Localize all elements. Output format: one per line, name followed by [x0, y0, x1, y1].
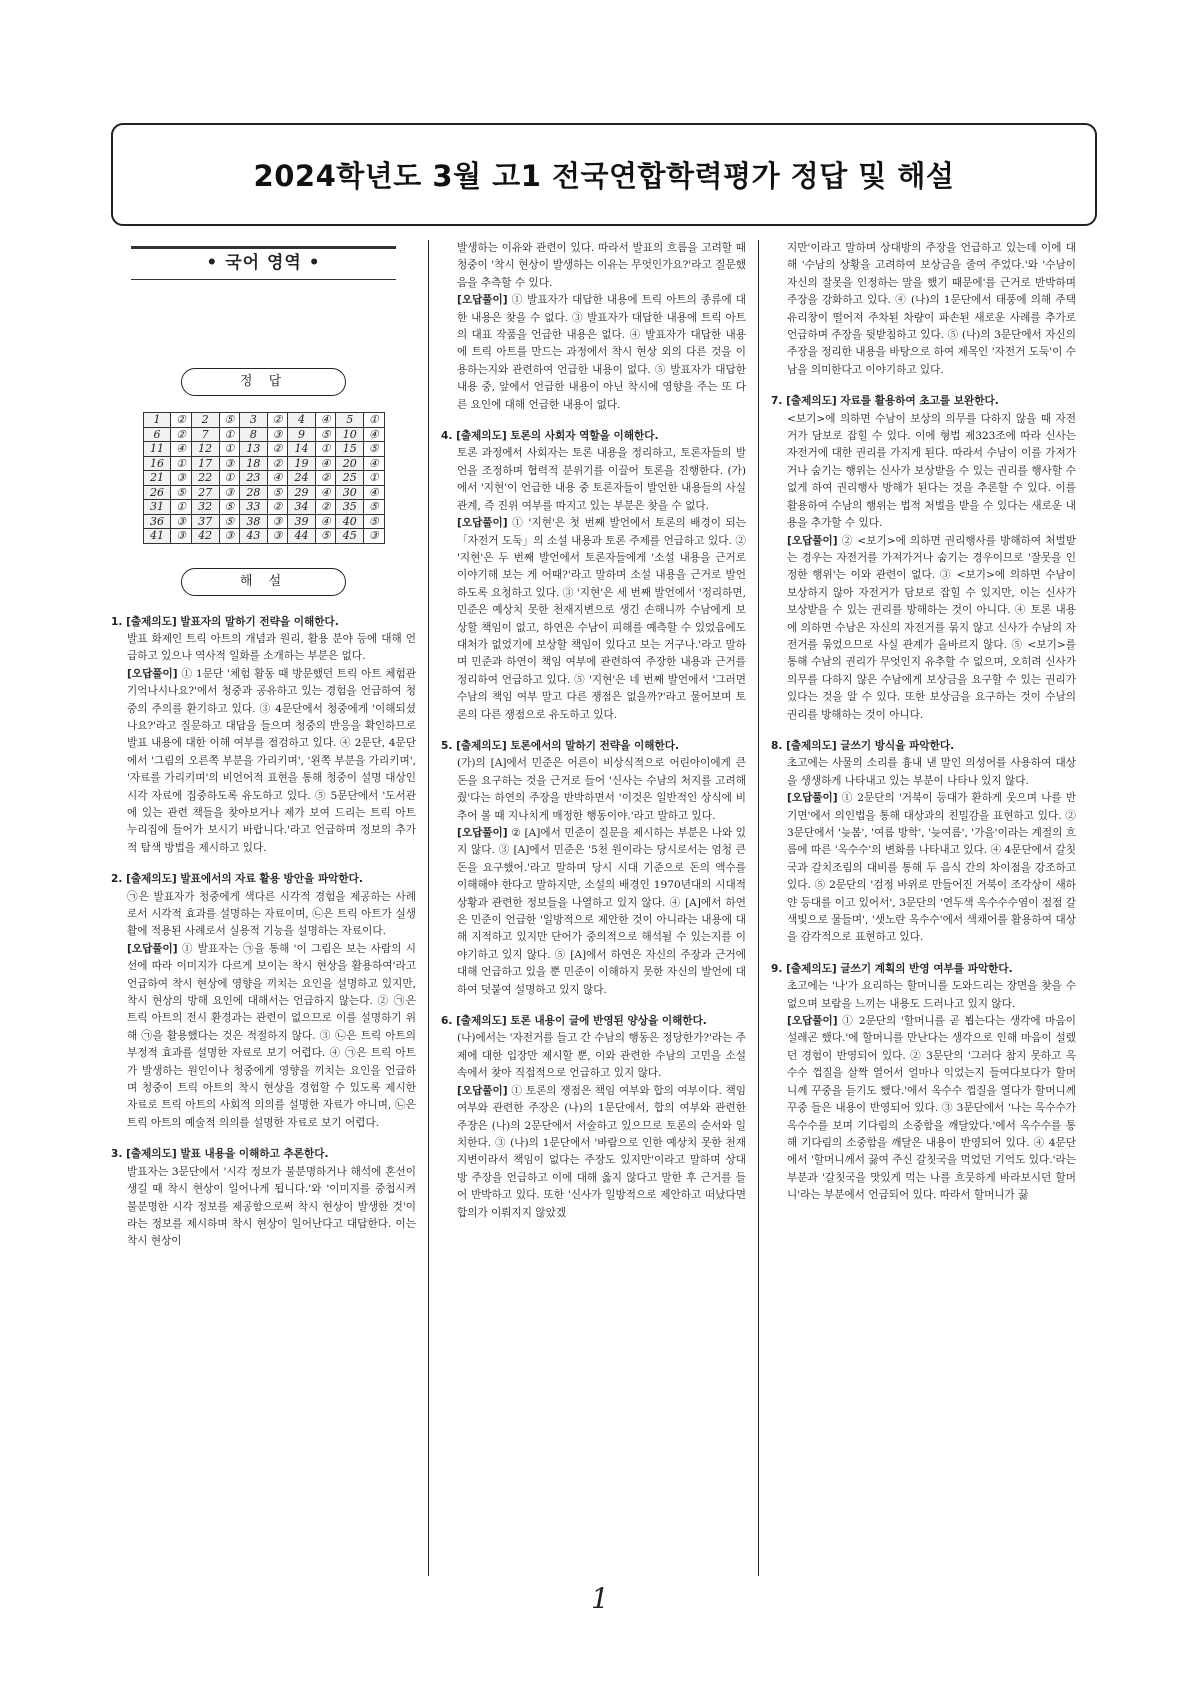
explanation-item: [441, 1013, 746, 1222]
question-heading: 5. [출제의도] 토론에서의 말하기 전략을 이해한다.: [441, 739, 679, 752]
question-heading: 2. [출제의도] 발표에서의 자료 활용 방안을 파악한다.: [111, 873, 363, 886]
explanation-body: 토론 과정에서 사회자는 토론 내용을 정리하고, 토론자들의 발언을 조정하며 협력적 분위기를 이끌어 토론을 진행한다. (가)에서 '지현'이 언급한 내용 중 토론자들이 발언한 내용들의 사실 관계, 즉 진위 여부를 따지고 있는 부분은 찾을 수 없다.: [457, 447, 746, 512]
answer-choice: ③: [364, 529, 384, 544]
answer-choice: ①: [219, 471, 239, 486]
explanation-body: (나)에서는 '자전거를 들고 간 수남의 행동은 정당한가?'라는 주제에 대한 입장만 제시할 뿐, 이와 관련한 수남의 고민을 소설 속에서 찾아 직접적으로 언급하고 있지 않다.: [457, 1032, 746, 1080]
answer-row: [143, 427, 384, 442]
question-number: 36: [143, 514, 171, 529]
wrong-answer-tag: [오답풀이]: [457, 517, 508, 530]
answer-row: [143, 413, 384, 428]
answer-choice: ①: [219, 442, 239, 457]
question-number: 7: [191, 427, 219, 442]
question-number: 42: [191, 529, 219, 544]
question-heading: 8. [출제의도] 글쓰기 방식을 파악한다.: [771, 739, 955, 752]
wrong-answer-text: [111, 941, 416, 1132]
page-number: 1: [591, 1582, 609, 1615]
question-number: 17: [191, 456, 219, 471]
explanation-text: [441, 445, 746, 515]
wrong-answer-tag: [오답풀이]: [457, 294, 508, 307]
wrong-answer-body: ② [A]에서 민준이 질문을 제시하는 부분은 나와 있지 않다. ③ [A]에서 민준은 '5천 원이라는 당시로서는 엄청 큰돈을 요구했어.'라고 말하며 당시 시대 기준으로 돈의 액수를 이해해야 한다고 말하지만, 소설의 배경인 1970년대의 시대적 상황과 관련한 정보들을 나열하고 있지 않다. ④ [A]에서 하연은 민준이 언급한 '일방적으로 제안한 것이 아니라는 내용에 대해 지적하고 있지만 단어가 중의적으로 해석될 수 있는지를 이야기하고 있지 않다. ⑤ [A]에서 하연은 자신의 주장과 근거에 대해 언급하고 있을 뿐 민준이 이해하지 못한 자신의 발언에 대하여 덧붙여 설명하고 있지 않다.: [457, 827, 746, 996]
explanation-item: [111, 1146, 416, 1250]
answer-choice: ②: [171, 413, 191, 428]
question-number: 24: [288, 471, 316, 486]
answer-choice: ⑤: [219, 500, 239, 515]
explanation-text: [771, 978, 1076, 1013]
question-number: 9: [288, 427, 316, 442]
question-number: 4: [288, 413, 316, 428]
question-number: 20: [336, 456, 364, 471]
column-1: [111, 240, 416, 1251]
question-number: 30: [336, 485, 364, 500]
answer-row: [143, 529, 384, 544]
wrong-answer-text: [441, 825, 746, 999]
explanation-body: 발표 화제인 트릭 아트의 개념과 원리, 활용 분야 등에 대해 언급하고 있으나 역사적 일화를 소개하는 부분은 없다.: [127, 632, 416, 663]
explanation-item: [771, 738, 1076, 947]
answer-choice: ②: [316, 500, 336, 515]
question-number: 10: [336, 427, 364, 442]
wrong-answer-tag: [오답풀이]: [787, 1015, 838, 1028]
wrong-answer-body: ① 2문단의 '할머니를 곧 뵙는다는 생각에 마음이 설레곤 했다.'에 할머니를 만난다는 생각으로 인해 마음이 설렜던 경험이 반영되어 있다. ② 3문단의 '그러다 참지 못하고 옥수수 껍질을 살짝 열어서 얼마나 익었는지 들여다보다가 할머니께 꾸중을 듣기도 했다.'에서 옥수수 껍질을 열다가 할머니께 꾸중 들은 내용이 반영되어 있다. ③ 3문단에서 '나는 옥수수가 옥수수를 보며 기다림의 소중함을 깨달았다.'에서 옥수수를 통해 기다림의 소중함을 깨달은 내용이 반영되어 있다. ④ 4문단에서 '할머니께서 끓여 주신 갈칫국을 먹었던 기억도 있다.'라는 부분과 '갈칫국을 맛있게 먹는 나를 흐뭇하게 바라보시던 할머니'라는 부분에서 언급되어 있다. 따라서 할머니가 끓: [787, 1015, 1076, 1202]
question-number: 29: [288, 485, 316, 500]
wrong-answer-body: ② <보기>에 의하면 권리행사를 방해하여 처벌받는 경우는 자전거를 가져가거나 숨기는 경우이므로 '잘못을 인정한 행위'는 이와 관련이 없다. ③ <보기>에 의하면 수남이 보상하지 않아 자전거가 담보로 잡힐 수 있지만, 이는 신사가 보상받을 수 있는 권리를 방해하는 것이 아니다. ④ 토론 내용에 의하면 수남은 자신의 자전거를 묶지 않고 신사가 수남의 자전거를 묶었으므로 사실 관계가 올바르지 않다. ⑤ <보기>를 통해 수남의 권리가 무엇인지 유추할 수 없으며, 오히려 신사가 의무를 다하지 않은 수남에게 보상금을 요구할 수 있는 권리가 있다는 것을 알 수 있다. 또한 보상금을 요구하는 것이 수남의 권리를 방해하는 것이 아니다.: [787, 534, 1076, 721]
answer-choice: ①: [364, 413, 384, 428]
explanation-text: [111, 1164, 416, 1251]
answer-choice: ②: [171, 427, 191, 442]
answer-row: [143, 456, 384, 471]
explanation-item: [111, 871, 416, 1132]
answer-choice: ⑤: [364, 514, 384, 529]
answer-choice: ①: [219, 427, 239, 442]
wrong-answer-text: [771, 533, 1076, 724]
question-number: 41: [143, 529, 171, 544]
explanation-item: [111, 614, 416, 858]
question-number: 3: [239, 413, 267, 428]
answer-choice: ⑤: [316, 529, 336, 544]
answer-row: [143, 485, 384, 500]
wrong-answer-text: [771, 790, 1076, 947]
question-number: 38: [239, 514, 267, 529]
answer-choice: ②: [267, 442, 287, 457]
answer-choice: ③: [267, 514, 287, 529]
question-number: 43: [239, 529, 267, 544]
explanation-body: 지만'이라고 말하며 상대방의 주장을 언급하고 있는데 이에 대해 '수남의 상황을 고려하여 보상금을 줄여 주었다.'와 '수남이 자신의 잘못을 인정하는 말을 했기 때문에'를 근거로 반박하며 주장을 강화하고 있다. ④ (나)의 1문단에서 태풍에 의해 주택 유리창이 떨어져 주차된 차량이 파손된 새로운 사례를 추가로 언급하며 주장을 뒷받침하고 있다. ⑤ (나)의 3문단에서 자신의 주장을 정리한 내용을 바탕으로 하여 제목인 '자전거 도둑'이 수남을 의미한다고 이야기하고 있다.: [787, 242, 1076, 376]
question-heading: 9. [출제의도] 글쓰기 계획의 반영 여부를 파악한다.: [771, 962, 1013, 975]
column-3: [771, 240, 1076, 1205]
question-number: 27: [191, 485, 219, 500]
question-number: 18: [239, 456, 267, 471]
answer-choice: ③: [267, 529, 287, 544]
answer-row: [143, 442, 384, 457]
column-3-body: [771, 240, 1076, 1205]
answer-choice: ④: [267, 471, 287, 486]
wrong-answer-tag: [오답풀이]: [457, 1084, 508, 1097]
answer-row: [143, 471, 384, 486]
answer-choice: ④: [171, 442, 191, 457]
answer-choice: ②: [267, 413, 287, 428]
answer-choice: ②: [267, 500, 287, 515]
question-number: 2: [191, 413, 219, 428]
title-box: [111, 123, 1097, 226]
answer-choice: ④: [364, 485, 384, 500]
wrong-answer-text: [441, 515, 746, 724]
answer-choice: ⑤: [316, 427, 336, 442]
question-heading: 4. [출제의도] 토론의 사회자 역할을 이해한다.: [441, 430, 659, 443]
question-number: 35: [336, 500, 364, 515]
answer-table: [143, 412, 385, 544]
answer-choice: ②: [267, 456, 287, 471]
question-heading: 1. [출제의도] 발표자의 말하기 전략을 이해한다.: [111, 615, 339, 628]
answer-choice: ①: [364, 471, 384, 486]
question-number: 37: [191, 514, 219, 529]
answer-choice: ①: [171, 456, 191, 471]
question-number: 22: [191, 471, 219, 486]
wrong-answer-tag: [오답풀이]: [127, 667, 178, 680]
explanation-text: [111, 889, 416, 941]
answer-choice: ⑤: [219, 413, 239, 428]
explanation-body: 발표자는 3문단에서 '시각 정보가 불분명하거나 해석에 혼선이 생길 때 착시 현상이 일어나게 됩니다.'와 '이미지를 중첩시켜 불분명한 시각 정보를 제공함으로써 착시 현상이 발생한 것'이라는 정보를 제시하며 착시 현상이 일어난다고 대답한다. 이는 착시 현상이: [127, 1165, 416, 1248]
answer-choice: ②: [316, 471, 336, 486]
answer-choice: ③: [219, 456, 239, 471]
answer-choice: ④: [316, 456, 336, 471]
question-heading: 6. [출제의도] 토론 내용이 글에 반영된 양상을 이해한다.: [441, 1015, 707, 1028]
question-number: 8: [239, 427, 267, 442]
answer-choice: ①: [171, 500, 191, 515]
explanation-body: ㉠은 발표자가 청중에게 색다른 시각적 경험을 제공하는 사례로서 시각적 효과를 설명하는 자료이며, ㉡은 트릭 아트가 실생활에 적용된 사례로서 실용적 기능을 설명하는 자료이다.: [127, 890, 416, 938]
answer-row: [143, 500, 384, 515]
wrong-answer-body: ① 발표자가 대답한 내용에 트릭 아트의 종류에 대한 내용은 찾을 수 없다. ③ 발표자가 대답한 내용에 트릭 아트의 대표 작품을 언급한 내용은 없다. ④ 발표자가 대답한 내용에 트릭 아트를 만드는 과정에서 착시 현상 외의 다른 것을 이용하는지와 관련하여 언급한 내용이 없다. ⑤ 발표자가 대답한 내용 중, 앞에서 언급한 내용이 아닌 착시에 영향을 주는 또 다른 요인에 대해 언급한 내용이 없다.: [457, 294, 746, 411]
answer-choice: ④: [316, 485, 336, 500]
answer-choice: ③: [171, 529, 191, 544]
explanation-text: [771, 240, 1076, 379]
answers-label: 정 답: [181, 368, 346, 396]
page-title: 2024학년도 3월 고1 전국연합학력평가 정답 및 해설: [253, 159, 955, 193]
question-number: 45: [336, 529, 364, 544]
explanation-item: [771, 393, 1076, 724]
question-number: 11: [143, 442, 171, 457]
question-number: 1: [143, 413, 171, 428]
answer-choice: ⑤: [364, 442, 384, 457]
answer-choice: ⑤: [171, 485, 191, 500]
wrong-answer-tag: [오답풀이]: [457, 827, 508, 839]
question-number: 21: [143, 471, 171, 486]
explanation-label: 해 설: [181, 568, 346, 596]
question-number: 16: [143, 456, 171, 471]
question-number: 15: [336, 442, 364, 457]
wrong-answer-text: [441, 292, 746, 414]
answer-choice: ③: [267, 427, 287, 442]
column-1-body: [111, 614, 416, 1251]
question-number: 12: [191, 442, 219, 457]
wrong-answer-body: ① 1문단 '체험 활동 때 방문했던 트릭 아트 체험관 기억나시나요?'에서 청중과 공유하고 있는 경험을 언급하여 청중의 주의를 환기하고 있다. ③ 4문단에서 청중에게 '이해되셨나요?'라고 질문하고 대답을 들으며 청중의 반응을 확인하므로 발표 내용에 대한 이해 여부를 점검하고 있다. ④ 2문단, 4문단에서 '그림의 오른쪽 부분을 가리키며', '왼쪽 부분을 가리키며', '자료를 가리키며'의 비언어적 표현을 통해 청중이 설명 대상인 시각 자료에 집중하도록 유도하고 있다. ⑤ 5문단에서 '도서관에 있는 관련 책들을 찾아보거나 제가 보여 드리는 트릭 아트 누리집에 들어가 보시기 바랍니다.'라고 언급하며 정보의 추가적 탐색 방법을 제시하고 있다.: [127, 667, 416, 854]
answer-choice: ③: [171, 471, 191, 486]
question-number: 31: [143, 500, 171, 515]
explanation-text: [771, 411, 1076, 533]
question-number: 33: [239, 500, 267, 515]
explanation-body: (가)의 [A]에서 민준은 어른이 비상식적으로 어린아이에게 큰돈을 요구하는 것을 근거로 들어 '신사는 수남의 처지를 고려해 줬'다는 하연의 주장을 반박하면서 '이것은 일반적인 상식에 비추어 볼 때 지나치게 매정한 행동이야.'라고 말하고 있다.: [457, 757, 746, 822]
explanation-text: [441, 755, 746, 825]
question-number: 39: [288, 514, 316, 529]
question-number: 14: [288, 442, 316, 457]
section-heading: • 국어 영역 •: [131, 246, 396, 280]
question-heading: 3. [출제의도] 발표 내용을 이해하고 추론한다.: [111, 1148, 329, 1161]
column-divider: [428, 240, 429, 1576]
wrong-answer-tag: [오답풀이]: [127, 942, 178, 955]
question-number: 6: [143, 427, 171, 442]
explanation-text: [441, 240, 746, 292]
explanation-body: <보기>에 의하면 수남이 보상의 의무를 다하지 않을 때 자전거가 담보로 잡힐 수 있다. 이에 형법 제323조에 따라 신사는 자전거에 대한 권리를 가지게 된다. 따라서 수남이 이를 가져가거나 숨기는 행위는 신사가 보상받을 수 있는 권리를 행사할 수 없게 하여 권리행사 방해가 된다는 것을 추론할 수 있다. 이를 활용하여 수남의 행위는 법적 처벌을 받을 수 있다는 새로운 내용을 추가할 수 있다.: [787, 412, 1076, 530]
answer-choice: ③: [219, 529, 239, 544]
wrong-answer-text: [111, 666, 416, 857]
explanation-text: [111, 631, 416, 666]
question-number: 44: [288, 529, 316, 544]
question-number: 23: [239, 471, 267, 486]
wrong-answer-text: [771, 1013, 1076, 1204]
column-2: [441, 240, 746, 1222]
wrong-answer-body: ① '지현'은 첫 번째 발언에서 토론의 배경이 되는 「자전거 도둑」의 소설 내용과 토론 주제를 언급하고 있다. ② '지현'은 두 번째 발언에서 토론자들에게 '소설 내용을 근거로 이야기해 보는 게 어때?'라고 말하며 소설 내용을 근거로 발언하도록 요청하고 있다. ③ '지현'은 세 번째 발언에서 '정리하면, 민준은 예상치 못한 천재지변으로 생긴 손해니까 수남에게 보상할 책임이 없고, 하연은 수남이 피해를 예측할 수 있었음에도 대처가 없었기에 보상할 책임이 있다고 보는 거구나.'라고 말하며 민준과 하연이 책임 여부에 관련하여 주장한 내용과 근거를 정리하여 언급하고 있다. ⑤ '지현'은 네 번째 발언에서 '그러면 수남의 책임 여부 말고 다른 쟁점은 없을까?'라고 물어보며 토론의 다른 쟁점으로 유도하고 있다.: [457, 517, 746, 721]
explanation-text: [441, 1030, 746, 1082]
explanation-item: [771, 240, 1076, 379]
answer-choice: ④: [316, 514, 336, 529]
explanation-item: [441, 428, 746, 724]
wrong-answer-text: [441, 1083, 746, 1222]
question-number: 28: [239, 485, 267, 500]
explanation-body: 초고에는 사물의 소리를 흉내 낸 말인 의성어를 사용하여 대상을 생생하게 나타내고 있는 부분이 나타나 있지 않다.: [787, 757, 1076, 787]
wrong-answer-tag: [오답풀이]: [787, 792, 838, 805]
content-columns: [111, 240, 1097, 1580]
column-divider: [758, 240, 759, 1576]
question-number: 19: [288, 456, 316, 471]
answer-choice: ④: [316, 413, 336, 428]
explanation-text: [771, 755, 1076, 790]
answer-choice: ③: [171, 514, 191, 529]
question-number: 40: [336, 514, 364, 529]
wrong-answer-body: ① 발표자는 ㉠을 통해 '이 그림은 보는 사람의 시선에 따라 이미지가 다르게 보이는 착시 현상을 활용하여'라고 언급하여 착시 현상에 영향을 끼치는 요인을 설명하고 있지만, 착시 현상의 방해 요인에 대해서는 언급하지 않는다. ② ㉠은 트릭 아트의 전시 환경과는 관련이 없으므로 이를 설명하기 위해 ㉠을 활용했다는 것은 적절하지 않다. ③ ㉡은 트릭 아트의 부정적 효과를 설명한 자료로 보기 어렵다. ④ ㉠은 트릭 아트가 발생하는 원인이나 청중에게 영향을 끼치는 요인을 언급하며 청중이 트릭 아트의 착시 현상을 경험할 수 있도록 제시한 자료로 트릭 아트의 사회적 의의를 설명한 자료가 아니며, ㉡은 트릭 아트의 예술적 의의를 설명한 자료로 보기 어렵다.: [127, 942, 416, 1129]
answer-row: [143, 514, 384, 529]
explanation-item: [441, 738, 746, 999]
column-2-body: [441, 240, 746, 1222]
answer-choice: ④: [364, 427, 384, 442]
answer-choice: ③: [219, 485, 239, 500]
answer-choice: ⑤: [219, 514, 239, 529]
explanation-body: 초고에는 '나'가 요리하는 할머니를 도와드리는 장면을 찾을 수 없으며 보람을 느끼는 내용도 드러나고 있지 않다.: [787, 980, 1076, 1010]
question-heading: 7. [출제의도] 자료를 활용하여 초고를 보완한다.: [771, 395, 999, 408]
question-number: 32: [191, 500, 219, 515]
wrong-answer-body: ① 2문단의 '거북이 등대가 환하게 웃으며 나를 반기면'에서 의인법을 통해 대상과의 친밀감을 표현하고 있다. ② 3문단에서 '늦봄', '여름 방학', '늦여름', '가을'이라는 계절의 흐름에 따른 '옥수수'의 변화를 나타내고 있다. ④ 4문단에서 갈칫국과 갈치조림의 대비를 통해 두 음식 간의 차이점을 강조하고 있다. ⑤ 2문단의 '검정 바위로 만들어진 거북이 조각상이 새하얀 등대를 이고 있어서', 3문단의 '연두색 옥수수수염이 점점 갈색빛으로 물들며', '샛노란 옥수수'에서 색채어를 활용하여 대상을 감각적으로 표현하고 있다.: [787, 792, 1076, 944]
explanation-item: [441, 240, 746, 414]
question-number: 34: [288, 500, 316, 515]
explanation-item: [771, 961, 1076, 1205]
question-number: 25: [336, 471, 364, 486]
wrong-answer-tag: [오답풀이]: [787, 534, 838, 547]
question-number: 13: [239, 442, 267, 457]
answer-choice: ④: [364, 456, 384, 471]
question-number: 5: [336, 413, 364, 428]
answer-choice: ①: [316, 442, 336, 457]
answer-choice: ⑤: [364, 500, 384, 515]
question-number: 26: [143, 485, 171, 500]
wrong-answer-body: ① 토론의 쟁점은 책임 여부와 합의 여부이다. 책임 여부와 관련한 주장은 (나)의 1문단에서, 합의 여부와 관련한 주장은 (나)의 2문단에서 서술하고 있으므로 토론의 순서와 일치한다. ③ (나)의 1문단에서 '바람으로 인한 예상치 못한 천재지변이라서 책임이 없다는 주장도 있지만'이라고 말하며 상대방 주장을 언급하고 이에 대해 옳지 않다고 말한 후 근거를 들어 반박하고 있다. 또한 '신사가 일방적으로 제안하고 떠났다면 합의가 이뤄지지 않았겠: [457, 1084, 746, 1219]
explanation-body: 발생하는 이유와 관련이 있다. 따라서 발표의 흐름을 고려할 때 청중이 '착시 현상이 발생하는 이유는 무엇인가요?'라고 질문했음을 추측할 수 있다.: [457, 242, 746, 289]
answer-choice: ⑤: [267, 485, 287, 500]
